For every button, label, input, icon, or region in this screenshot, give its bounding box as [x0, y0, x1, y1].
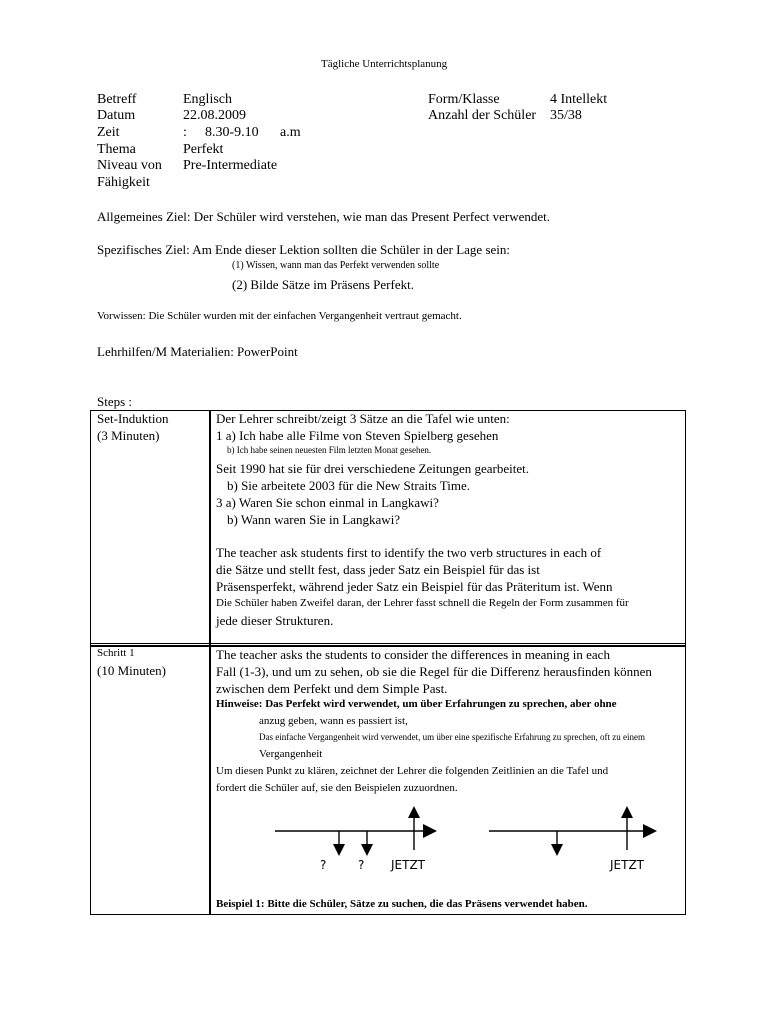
step-duration: (3 Minuten) — [97, 428, 160, 443]
step-text: die Sätze und stellt fest, dass jeder Satz ein Beispiel für das ist — [216, 562, 540, 577]
specific-objective: Spezifisches Ziel: Am Ende dieser Lektion sollten die Schüler in der Lage sein: — [97, 242, 510, 257]
timeline-now-label: JETZT — [610, 858, 645, 872]
niveau-label-2: Fähigkeit — [97, 175, 150, 190]
up-arrow-icon — [408, 806, 420, 818]
step-text: fordert die Schüler auf, sie den Beispielen zuzuordnen. — [216, 782, 458, 794]
step-text: Vergangenheit — [259, 748, 323, 760]
step-text: Das einfache Vergangenheit wird verwendet, um über eine spezifische Erfahrung zu sprechen, oft zu einem — [259, 732, 646, 742]
step-text: The teacher ask students first to identify the two verb structures in each of — [216, 545, 602, 560]
table-column-divider — [209, 410, 211, 915]
down-arrow-icon — [333, 844, 345, 856]
anzahl-label: Anzahl der Schüler — [428, 108, 537, 123]
step-text: Seit 1990 hat sie für drei verschiedene Zeitungen gearbeitet. — [216, 461, 529, 476]
prior-knowledge: Vorwissen: Die Schüler wurden mit der einfachen Vergangenheit vertraut gemacht. — [97, 310, 462, 322]
betreff-label: Betreff — [97, 92, 137, 107]
form-label: Form/Klasse — [428, 92, 500, 107]
example-instruction: Beispiel 1: Bitte die Schüler, Sätze zu suchen, die das Präsens verwendet haben. — [216, 898, 588, 910]
step-duration: (10 Minuten) — [97, 663, 166, 678]
zeit-value: 8.30-9.10 — [205, 125, 259, 140]
step-text: Der Lehrer schreibt/zeigt 3 Sätze an die Tafel wie unten: — [216, 411, 510, 426]
zeit-colon: : — [183, 125, 187, 140]
step-text: b) Ich habe seinen neuesten Film letzten Monat gesehen. — [227, 445, 432, 455]
step-text: anzug geben, wann es passiert ist, — [259, 715, 408, 727]
step-text: Fall (1-3), und um zu sehen, ob sie die Regel für die Differenz herausfinden können — [216, 664, 652, 679]
step-text: b) Sie arbeitete 2003 für die New Straits Time. — [227, 478, 470, 493]
table-row-divider-inner — [90, 643, 686, 644]
objective-item-2: (2) Bilde Sätze im Präsens Perfekt. — [232, 277, 414, 292]
step-text: b) Wann waren Sie in Langkawi? — [227, 512, 401, 527]
step-text: 3 a) Waren Sie schon einmal in Langkawi? — [216, 495, 439, 510]
thema-value: Perfekt — [183, 142, 224, 157]
datum-label: Datum — [97, 108, 136, 123]
step-text: jede dieser Strukturen. — [216, 613, 334, 628]
down-arrow-icon — [551, 844, 563, 856]
timeline-question-mark: ? — [358, 858, 365, 872]
betreff-value: Englisch — [183, 92, 232, 107]
timeline-question-mark: ? — [320, 858, 327, 872]
niveau-value: Pre-Intermediate — [183, 158, 278, 173]
step-text: 1 a) Ich habe alle Filme von Steven Spielberg gesehen — [216, 428, 499, 443]
niveau-label-1: Niveau von — [97, 158, 162, 173]
up-arrow-icon — [621, 806, 633, 818]
teaching-aids: Lehrhilfen/M Materialien: PowerPoint — [97, 344, 298, 359]
step-name: Set-Induktion — [97, 411, 169, 426]
down-arrow-icon — [361, 844, 373, 856]
zeit-ampm: a.m — [280, 125, 301, 140]
anzahl-value: 35/38 — [550, 108, 582, 123]
thema-label: Thema — [97, 142, 136, 157]
form-value: 4 Intellekt — [550, 92, 608, 107]
steps-label: Steps : — [97, 394, 133, 409]
step-text: Die Schüler haben Zweifel daran, der Lehrer fasst schnell die Regeln der Form zusammen für — [216, 597, 629, 609]
timeline-1 — [275, 806, 430, 856]
step-text: Präsensperfekt, während jeder Satz ein Beispiel für das Präteritum ist. Wenn — [216, 579, 613, 594]
step-text: Um diesen Punkt zu klären, zeichnet der Lehrer die folgenden Zeitlinien an die Tafel und — [216, 765, 609, 777]
objective-item-1: (1) Wissen, wann man das Perfekt verwenden sollte — [232, 260, 440, 271]
timeline-now-label: JETZT — [391, 858, 426, 872]
page-title: Tägliche Unterrichtsplanung — [321, 58, 448, 70]
datum-value: 22.08.2009 — [183, 108, 246, 123]
step-text: zwischen dem Perfekt und dem Simple Past. — [216, 681, 448, 696]
timeline-2 — [489, 806, 650, 856]
hint-text: Hinweise: Das Perfekt wird verwendet, um über Erfahrungen zu sprechen, aber ohne — [216, 698, 617, 710]
general-objective: Allgemeines Ziel: Der Schüler wird verstehen, wie man das Present Perfect verwendet. — [97, 209, 551, 224]
step-name: Schritt 1 — [97, 647, 135, 659]
zeit-label: Zeit — [97, 125, 120, 140]
step-text: The teacher asks the students to consider the differences in meaning in each — [216, 647, 610, 662]
